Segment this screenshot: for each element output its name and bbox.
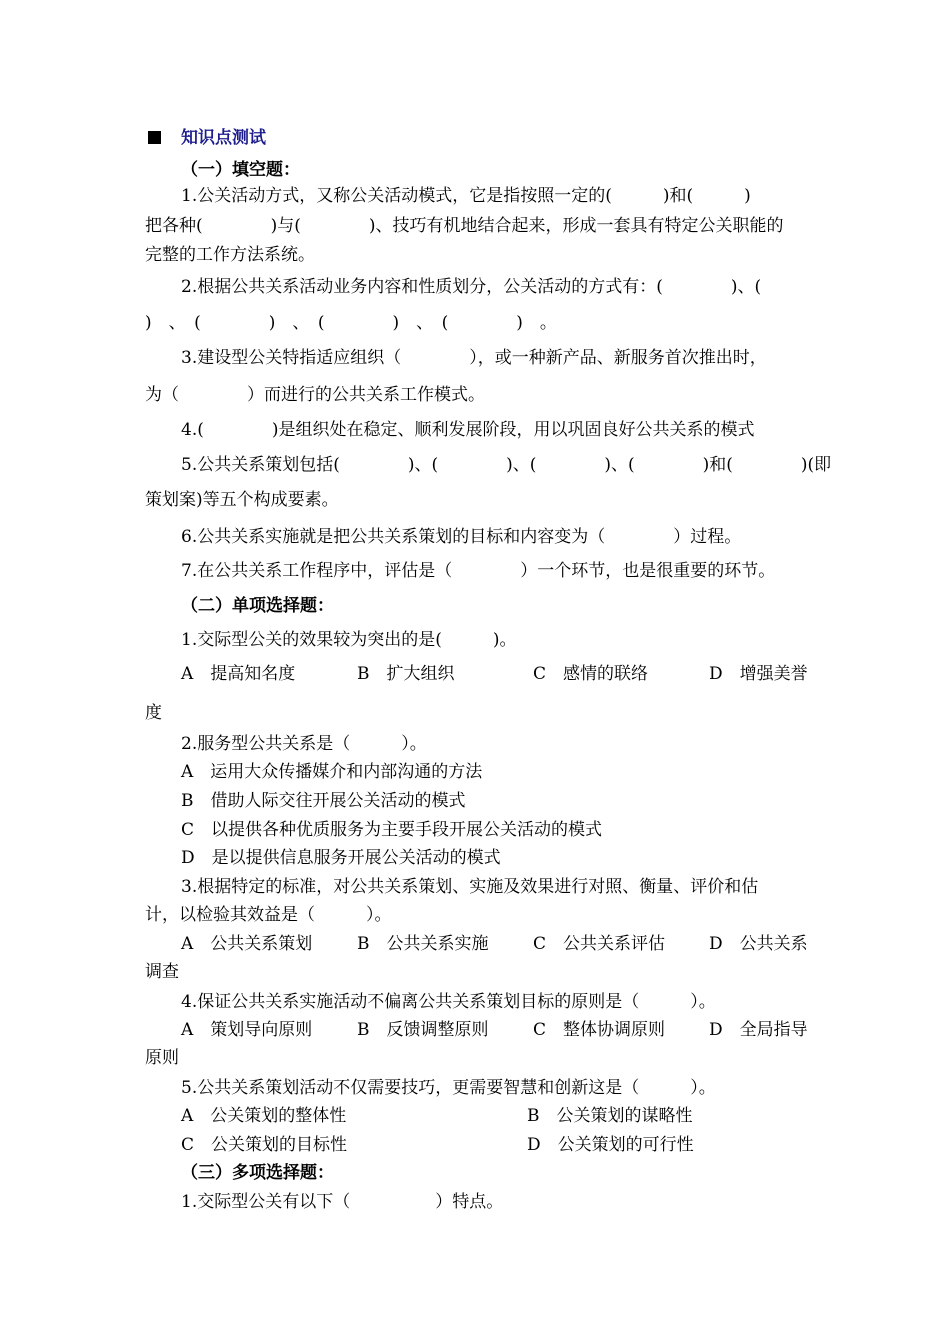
fill-blank-line-11: 6.公共关系实施就是把公共关系策划的目标和内容变为（ ）过程。 bbox=[181, 527, 742, 547]
sc-q4-option-d: D 全局指导 bbox=[709, 1020, 808, 1040]
fill-blank-line-4: 2.根据公共关系活动业务内容和性质划分，公关活动的方式有：( )、( bbox=[181, 277, 762, 297]
sc-q4-option-a: A 策划导向原则 bbox=[181, 1020, 313, 1040]
sc-q2-option-a: A 运用大众传播媒介和内部沟通的方法 bbox=[181, 762, 483, 782]
sc-q1-option-c: C 感情的联络 bbox=[533, 664, 649, 684]
fill-blank-line-8: 4.( )是组织处在稳定、顺利发展阶段，用以巩固良好公共关系的模式 bbox=[181, 420, 755, 440]
sc-q3-stem-1: 3.根据特定的标准，对公共关系策划、实施及效果进行对照、衡量、评价和估 bbox=[181, 877, 759, 897]
fill-blank-line-6: 3.建设型公关特指适应组织（ ），或一种新产品、新服务首次推出时， bbox=[181, 348, 767, 368]
sc-q3-option-c: C 公共关系评估 bbox=[533, 934, 666, 954]
single-choice-heading: （二）单项选择题： bbox=[181, 596, 334, 616]
fill-blank-line-1: 1.公关活动方式，又称公关活动模式，它是指按照一定的( )和( ) bbox=[181, 186, 751, 206]
sc-q3-option-d: D 公共关系 bbox=[709, 934, 808, 954]
sc-q1-option-a: A 提高知名度 bbox=[181, 664, 296, 684]
square-bullet-icon bbox=[148, 131, 161, 144]
fill-blank-line-10: 策划案)等五个构成要素。 bbox=[145, 490, 339, 510]
sc-q5-option-b: B 公关策划的谋略性 bbox=[527, 1106, 693, 1126]
sc-q2-option-b: B 借助人际交往开展公关活动的模式 bbox=[181, 791, 466, 811]
sc-q3-wrap: 调查 bbox=[145, 962, 179, 982]
multi-choice-heading: （三）多项选择题： bbox=[181, 1163, 334, 1183]
mc-q1-stem: 1.交际型公关有以下（ ）特点。 bbox=[181, 1192, 504, 1212]
sc-q3-option-a: A 公共关系策划 bbox=[181, 934, 313, 954]
sc-q4-stem: 4.保证公共关系实施活动不偏离公共关系策划目标的原则是（ ）。 bbox=[181, 992, 716, 1012]
sc-q5-option-a: A 公关策划的整体性 bbox=[181, 1106, 347, 1126]
sc-q1-option-b: B 扩大组织 bbox=[357, 664, 455, 684]
sc-q1-wrap: 度 bbox=[145, 703, 162, 723]
fill-blank-line-5: ) 、 ( ) 、 ( ) 、 ( ) 。 bbox=[145, 313, 557, 333]
fill-blank-heading: （一）填空题： bbox=[181, 160, 300, 180]
section-title: 知识点测试 bbox=[181, 128, 266, 148]
sc-q3-stem-2: 计，以检验其效益是（ ）。 bbox=[145, 905, 392, 925]
sc-q4-option-c: C 整体协调原则 bbox=[533, 1020, 666, 1040]
fill-blank-line-7: 为（ ）而进行的公共关系工作模式。 bbox=[145, 385, 485, 405]
sc-q1-option-d: D 增强美誉 bbox=[709, 664, 808, 684]
sc-q5-option-d: D 公关策划的可行性 bbox=[527, 1135, 694, 1155]
sc-q5-stem: 5.公共关系策划活动不仅需要技巧，更需要智慧和创新这是（ ）。 bbox=[181, 1078, 716, 1098]
sc-q2-stem: 2.服务型公共关系是（ ）。 bbox=[181, 734, 427, 754]
sc-q4-wrap: 原则 bbox=[145, 1048, 179, 1068]
sc-q4-option-b: B 反馈调整原则 bbox=[357, 1020, 489, 1040]
sc-q3-option-b: B 公共关系实施 bbox=[357, 934, 489, 954]
sc-q2-option-c: C 以提供各种优质服务为主要手段开展公关活动的模式 bbox=[181, 820, 603, 840]
sc-q5-option-c: C 公关策划的目标性 bbox=[181, 1135, 348, 1155]
sc-q2-option-d: D 是以提供信息服务开展公关活动的模式 bbox=[181, 848, 501, 868]
fill-blank-line-9: 5.公共关系策划包括( )、( )、( )、( )和( )(即 bbox=[181, 455, 832, 475]
fill-blank-line-2: 把各种( )与( )、技巧有机地结合起来，形成一套具有特定公关职能的 bbox=[145, 216, 784, 236]
fill-blank-line-12: 7.在公共关系工作程序中，评估是（ ）一个环节，也是很重要的环节。 bbox=[181, 561, 776, 581]
sc-q1-stem: 1.交际型公关的效果较为突出的是( )。 bbox=[181, 630, 517, 650]
fill-blank-line-3: 完整的工作方法系统。 bbox=[145, 245, 315, 265]
